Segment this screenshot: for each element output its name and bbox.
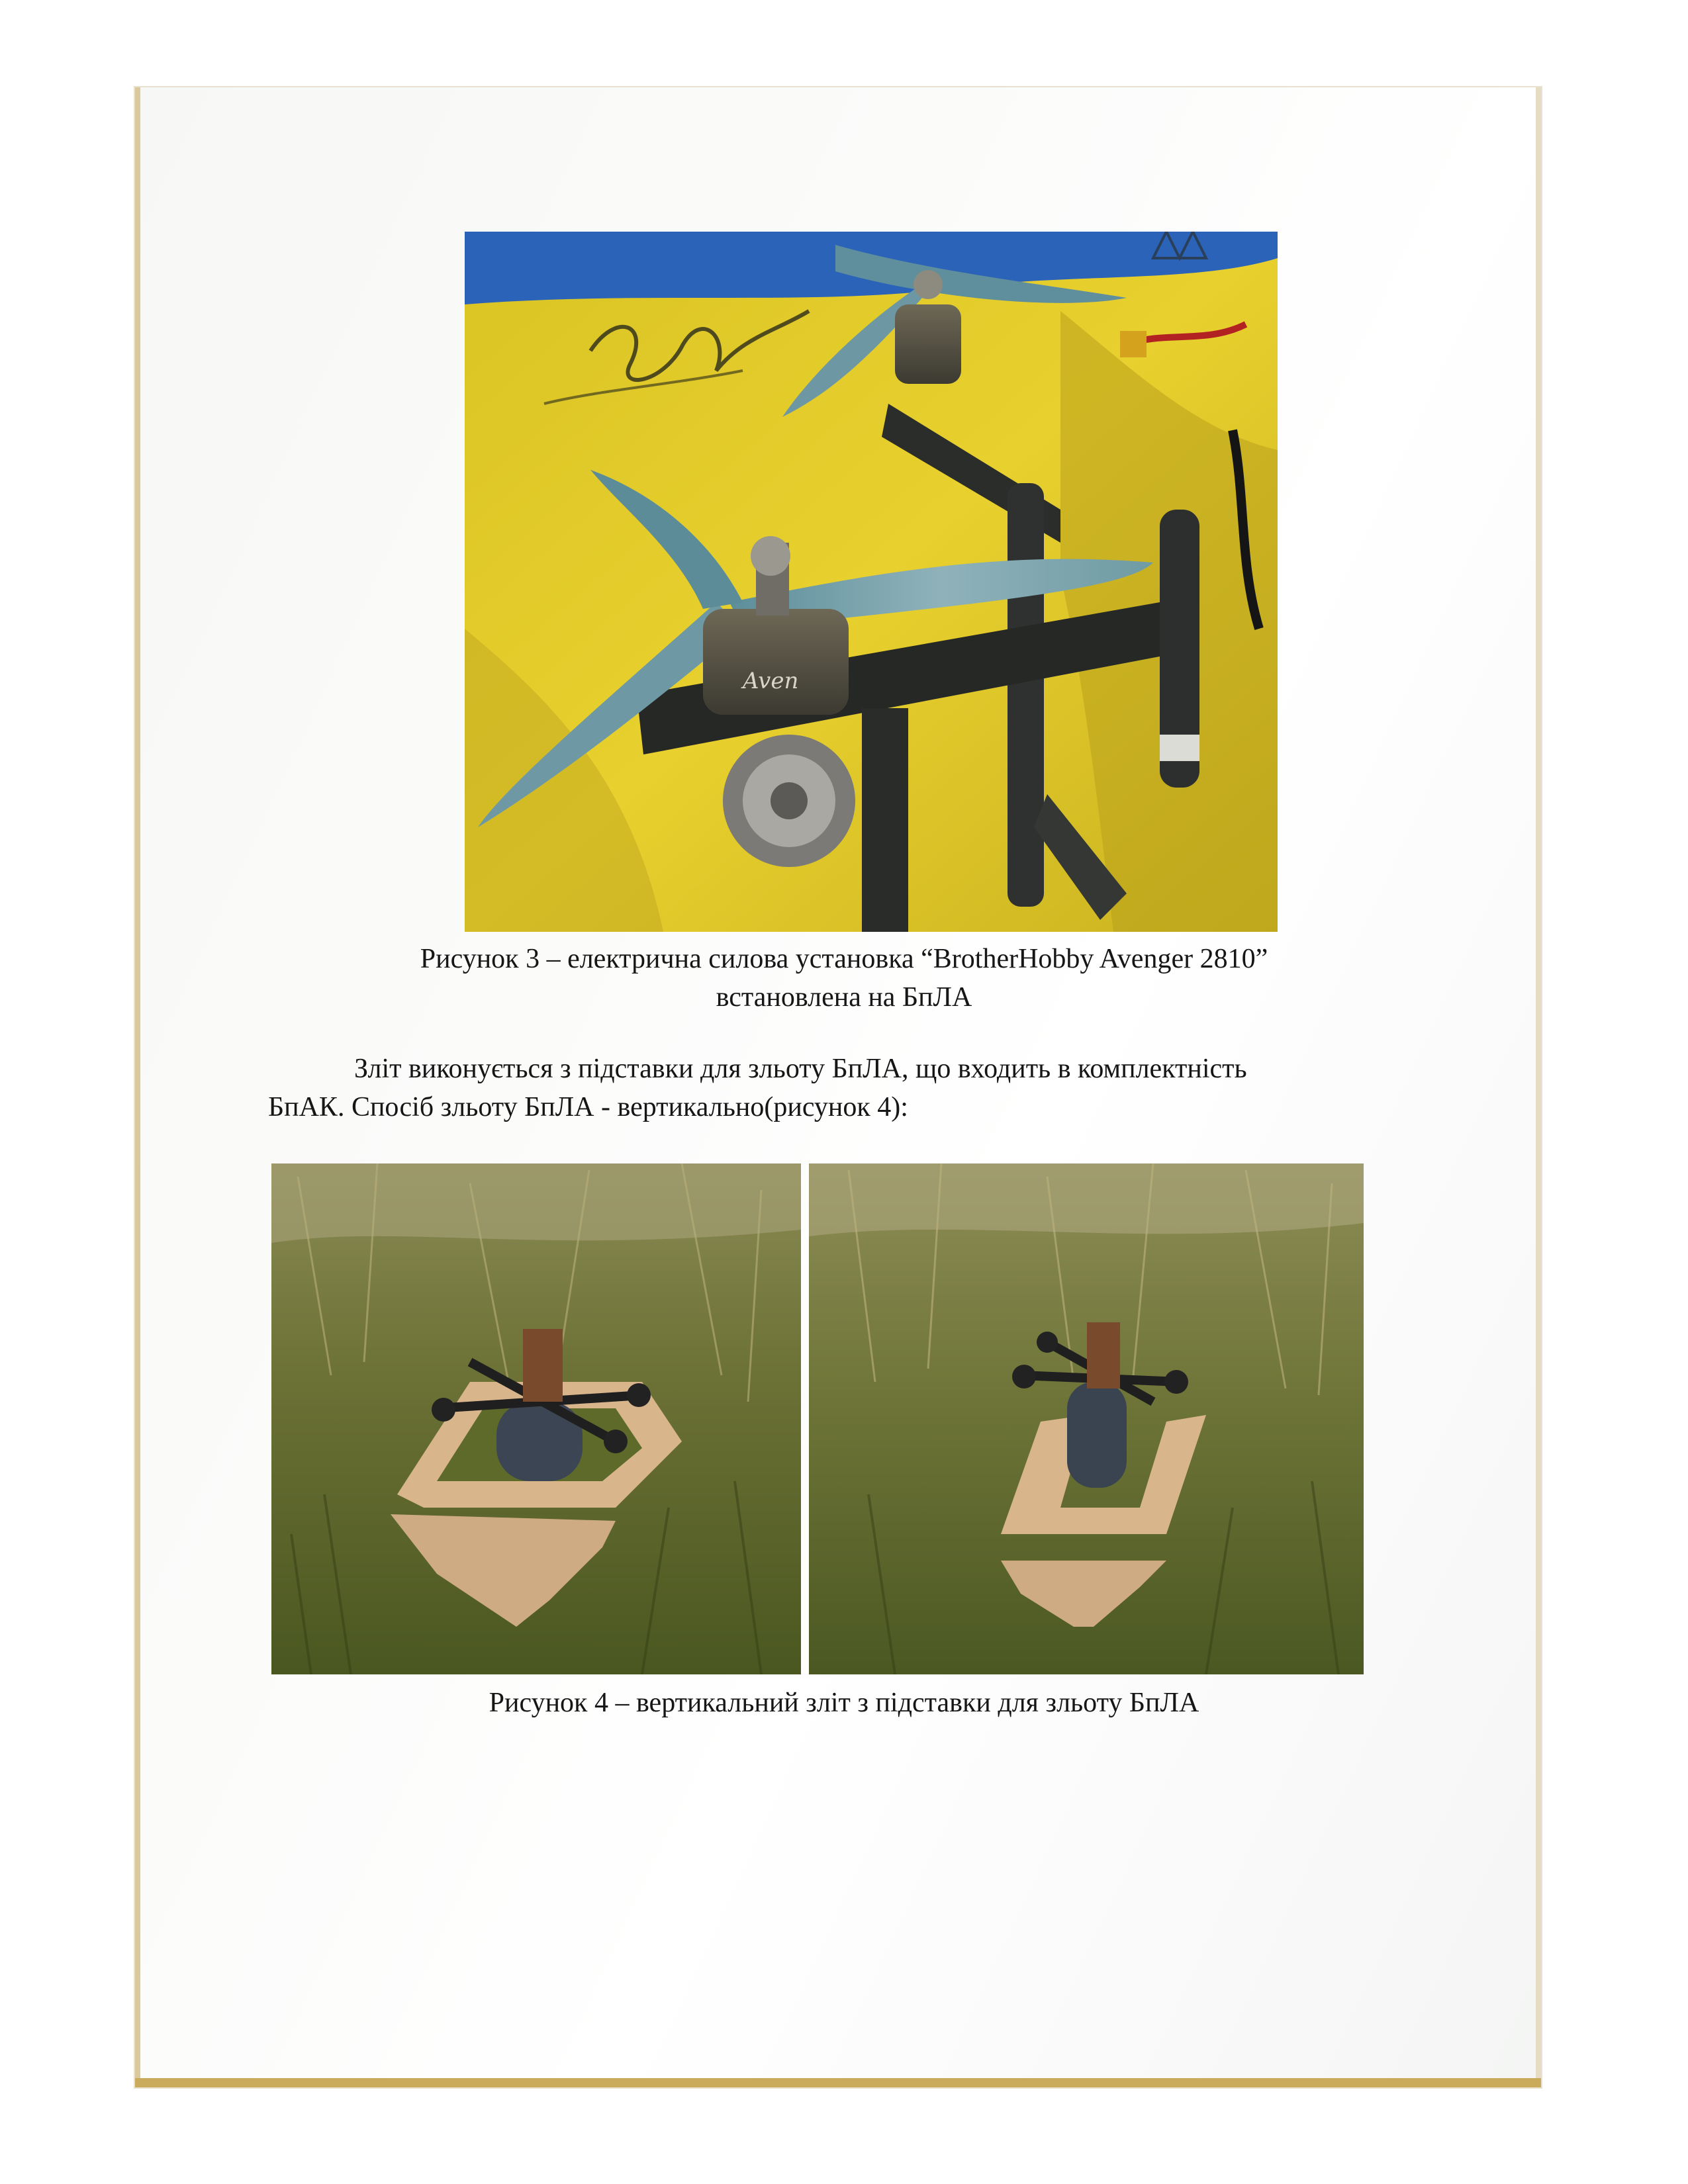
figure-4-photos <box>271 1163 1364 1674</box>
figure-4-caption: Рисунок 4 – вертикальний зліт з підставки для зльоту БпЛА <box>489 1688 1199 1718</box>
figure-3-caption <box>265 940 1423 1017</box>
figure-3-caption-line-2: встановлена на БпЛА <box>716 982 972 1013</box>
sheet-edge-right <box>1536 87 1541 2087</box>
paragraph-line-1: Зліт виконується з підставки для зльоту БпЛА, що входить в комплектність <box>354 1054 1247 1084</box>
takeoff-stand-photo-right <box>809 1163 1364 1674</box>
sheet-edge-bottom <box>135 2078 1541 2087</box>
figure-3-motor-photo <box>465 232 1278 932</box>
figure-3-caption-line-1: Рисунок 3 – електрична силова установка “BrotherHobby Avenger 2810” <box>420 944 1268 974</box>
paragraph-line-2: БпАК. Спосіб зльоту БпЛА - вертикально(рисунок 4): <box>268 1092 908 1122</box>
takeoff-paragraph <box>268 1050 1354 1126</box>
sheet-edge-left <box>135 87 140 2087</box>
motor-label: Aven <box>743 668 799 694</box>
takeoff-stand-photo-left <box>271 1163 801 1674</box>
